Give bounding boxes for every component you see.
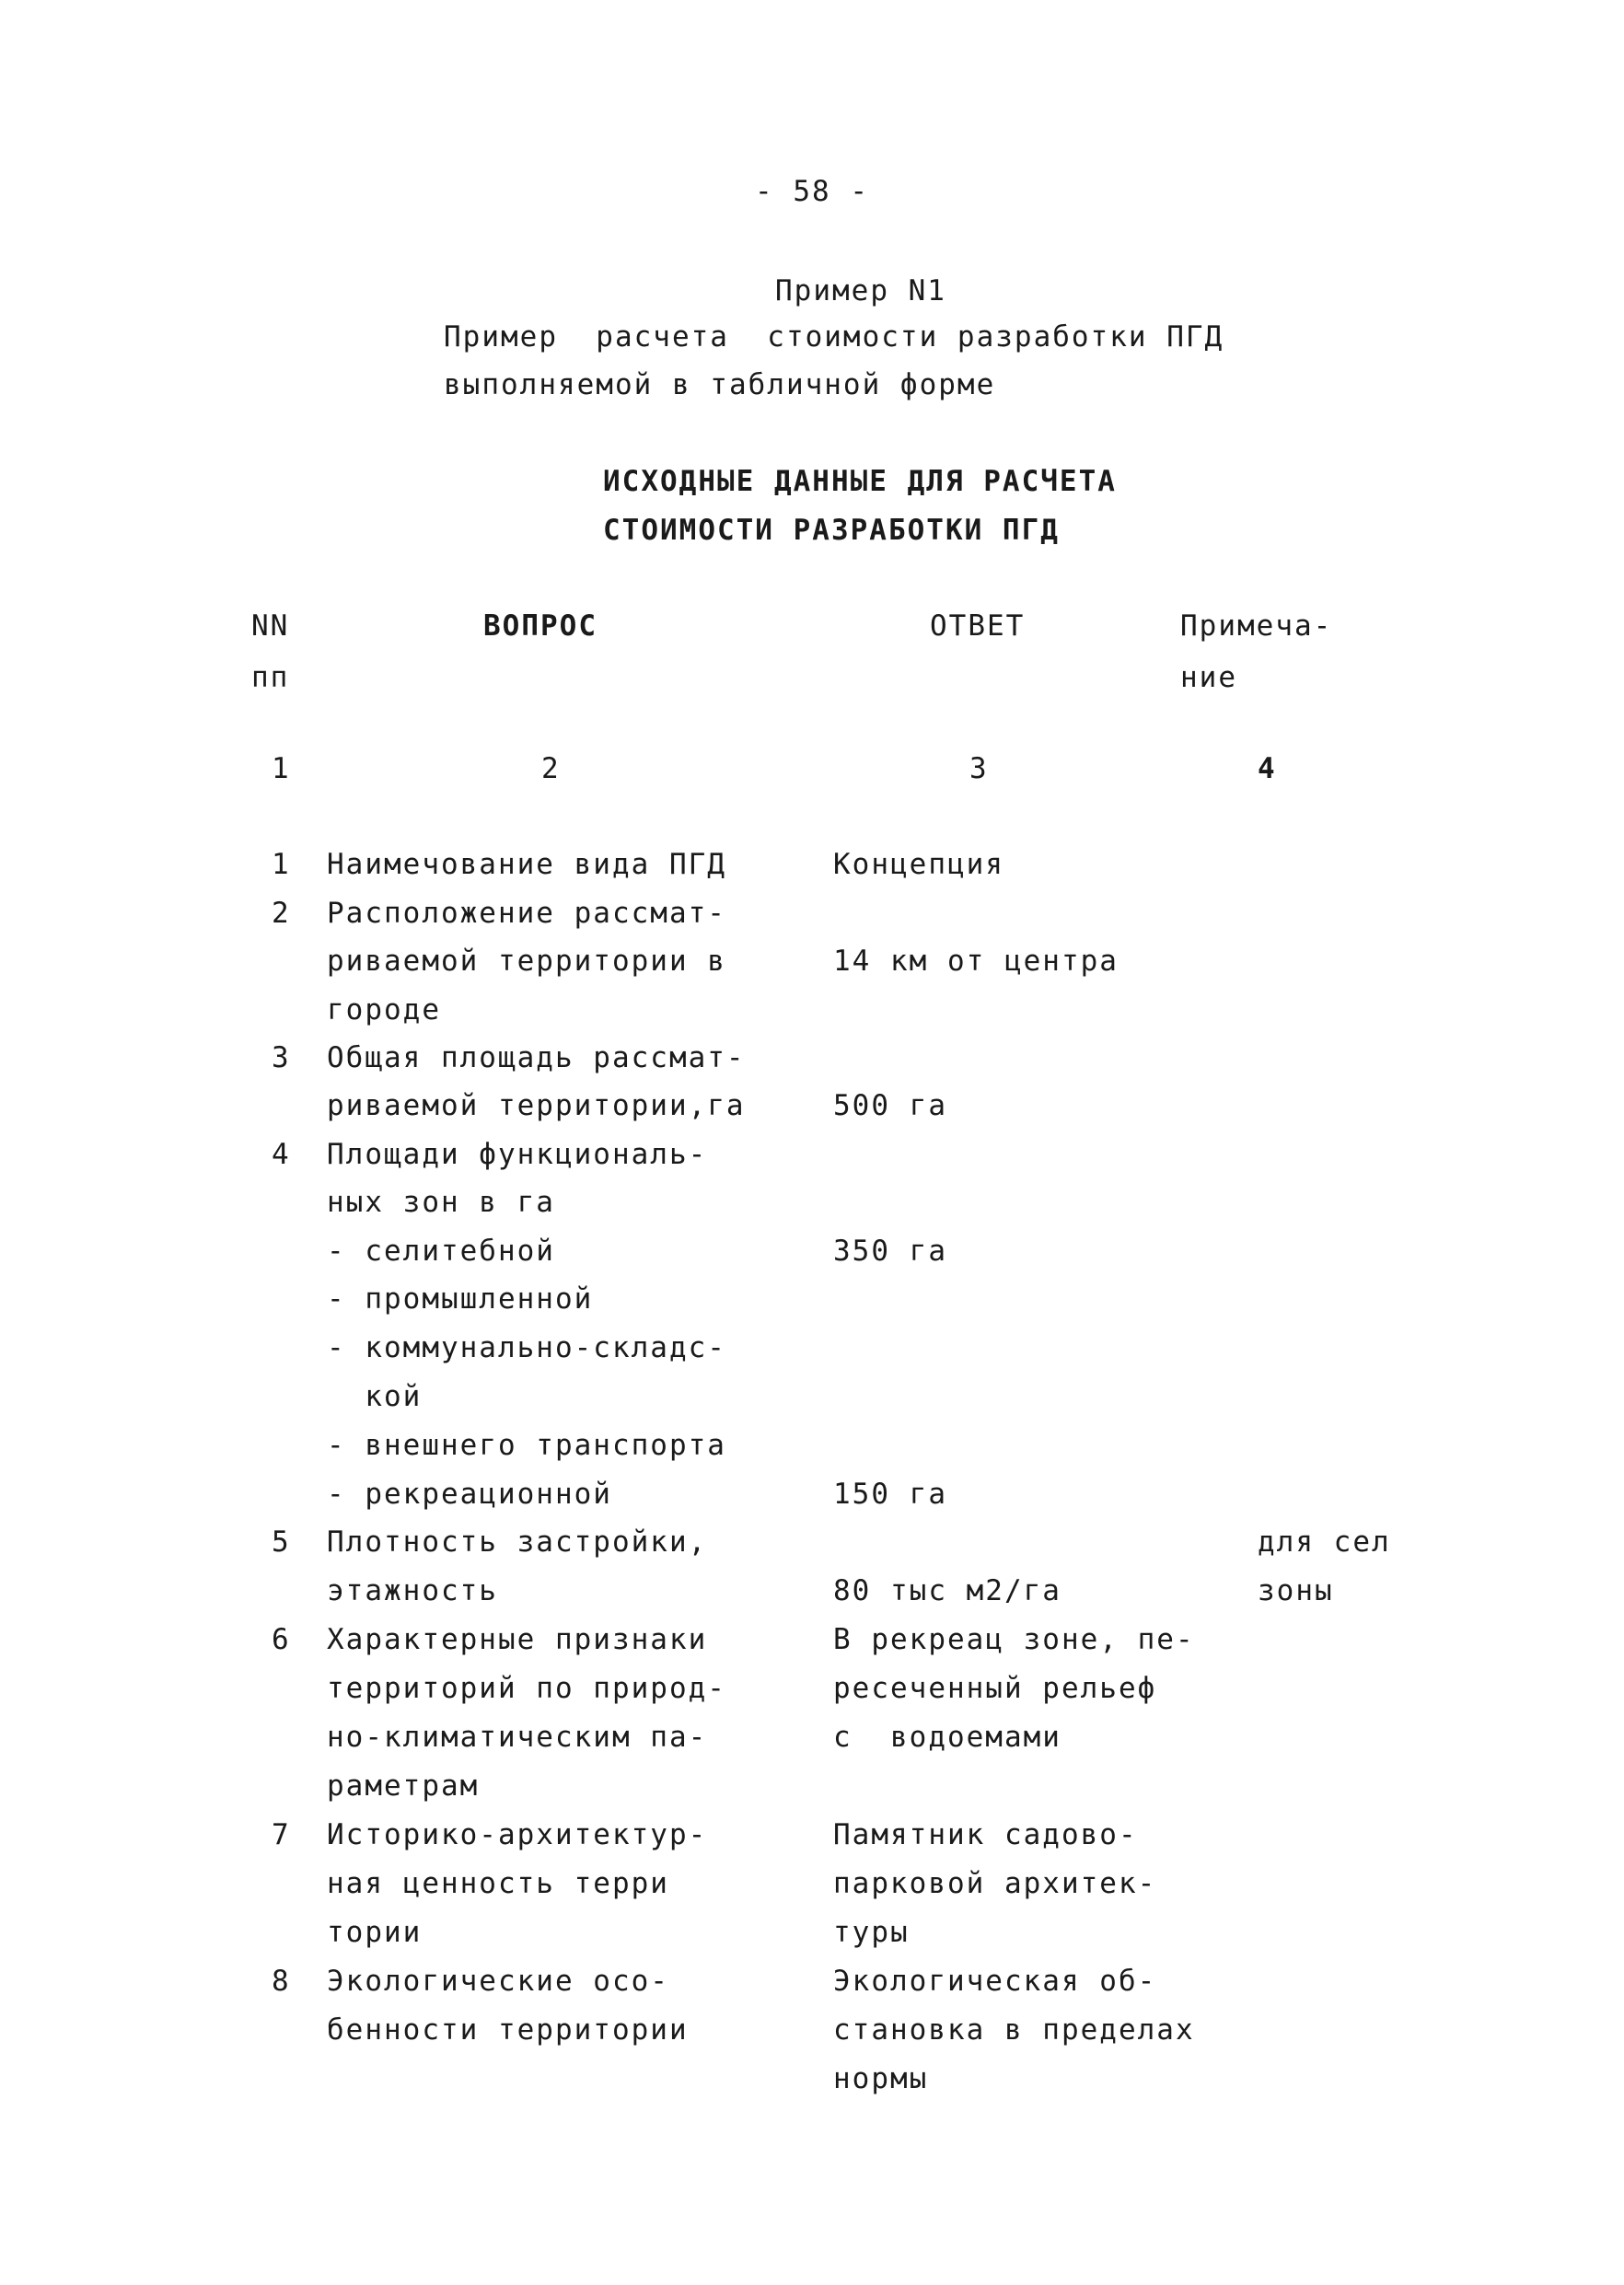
question-line: Экологические осо- (327, 1965, 669, 1998)
subtitle-line-2: выполняемой в табличной форме (444, 368, 996, 401)
question-line: территорий по природ- (327, 1672, 726, 1705)
column-number: 4 (1258, 752, 1277, 785)
row-number: 1 (272, 848, 291, 881)
question-line: риваемой территории,га (327, 1089, 746, 1122)
answer-line: с водоемами (833, 1721, 1061, 1754)
question-line: Площади функциональ- (327, 1138, 708, 1171)
question-line: бенности территории (327, 2013, 689, 2047)
header-col4-line1: Примеча- (1180, 609, 1333, 643)
answer-line: Экологическая об- (833, 1965, 1157, 1998)
question-line: - коммунально-складс- (327, 1331, 726, 1364)
column-number: 3 (969, 752, 989, 785)
answer-line: нормы (833, 2062, 929, 2095)
row-number: 5 (272, 1525, 291, 1559)
question-line: раметрам (327, 1769, 480, 1803)
answer-line: парковой архитек- (833, 1867, 1157, 1900)
answer-line: 350 га (833, 1235, 947, 1268)
question-line: - внешнего транспорта (327, 1429, 726, 1462)
title-line-2: СТОИМОСТИ РАЗРАБОТКИ ПГД (603, 514, 1060, 547)
header-col1-line1: NN (251, 609, 290, 643)
answer-line: Памятник садово- (833, 1818, 1138, 1851)
answer-line: 150 га (833, 1478, 947, 1511)
answer-line: 500 га (833, 1089, 947, 1122)
example-heading: Пример N1 (775, 274, 946, 307)
question-line: Историко-архитектур- (327, 1818, 708, 1851)
note-line: для сел (1258, 1525, 1391, 1559)
question-line: - селитебной (327, 1235, 555, 1268)
header-col1-line2: пп (251, 661, 290, 694)
question-line: ная ценность терри (327, 1867, 669, 1900)
row-number: 3 (272, 1041, 291, 1074)
row-number: 2 (272, 897, 291, 930)
answer-line: 14 км от центра (833, 945, 1119, 978)
question-line: Характерные признаки (327, 1623, 708, 1656)
header-col4-line2: ние (1180, 661, 1237, 694)
row-number: 8 (272, 1965, 291, 1998)
question-line: тории (327, 1916, 423, 1949)
question-line: - промышленной (327, 1282, 594, 1316)
question-line: риваемой территории в (327, 945, 726, 978)
question-line: Расположение рассмат- (327, 897, 726, 930)
header-col2: ВОПРОС (483, 609, 597, 643)
page-number: - 58 - (755, 175, 869, 208)
question-line: - рекреационной (327, 1478, 612, 1511)
answer-line: Концепция (833, 848, 1004, 881)
column-number: 2 (541, 752, 561, 785)
subtitle-line-1: Пример расчета стоимости разработки ПГД (444, 320, 1224, 354)
title-line-1: ИСХОДНЫЕ ДАННЫЕ ДЛЯ РАСЧЕТА (603, 465, 1117, 498)
question-line: но-климатическим па- (327, 1721, 708, 1754)
answer-line: становка в пределах (833, 2013, 1195, 2047)
question-line: ных зон в га (327, 1186, 555, 1219)
question-line: Наимечование вида ПГД (327, 848, 726, 881)
answer-line: В рекреац зоне, пе- (833, 1623, 1195, 1656)
row-number: 4 (272, 1138, 291, 1171)
question-line: Общая площадь рассмат- (327, 1041, 746, 1074)
answer-line: ресеченный рельеф (833, 1672, 1157, 1705)
answer-line: 80 тыс м2/га (833, 1574, 1061, 1607)
header-col3: ОТВЕТ (930, 609, 1026, 643)
question-line: кой (327, 1380, 423, 1413)
row-number: 6 (272, 1623, 291, 1656)
question-line: этажность (327, 1574, 498, 1607)
column-number: 1 (272, 752, 291, 785)
answer-line: туры (833, 1916, 910, 1949)
question-line: Плотность застройки, (327, 1525, 708, 1559)
row-number: 7 (272, 1818, 291, 1851)
note-line: зоны (1258, 1574, 1334, 1607)
question-line: городе (327, 993, 441, 1027)
